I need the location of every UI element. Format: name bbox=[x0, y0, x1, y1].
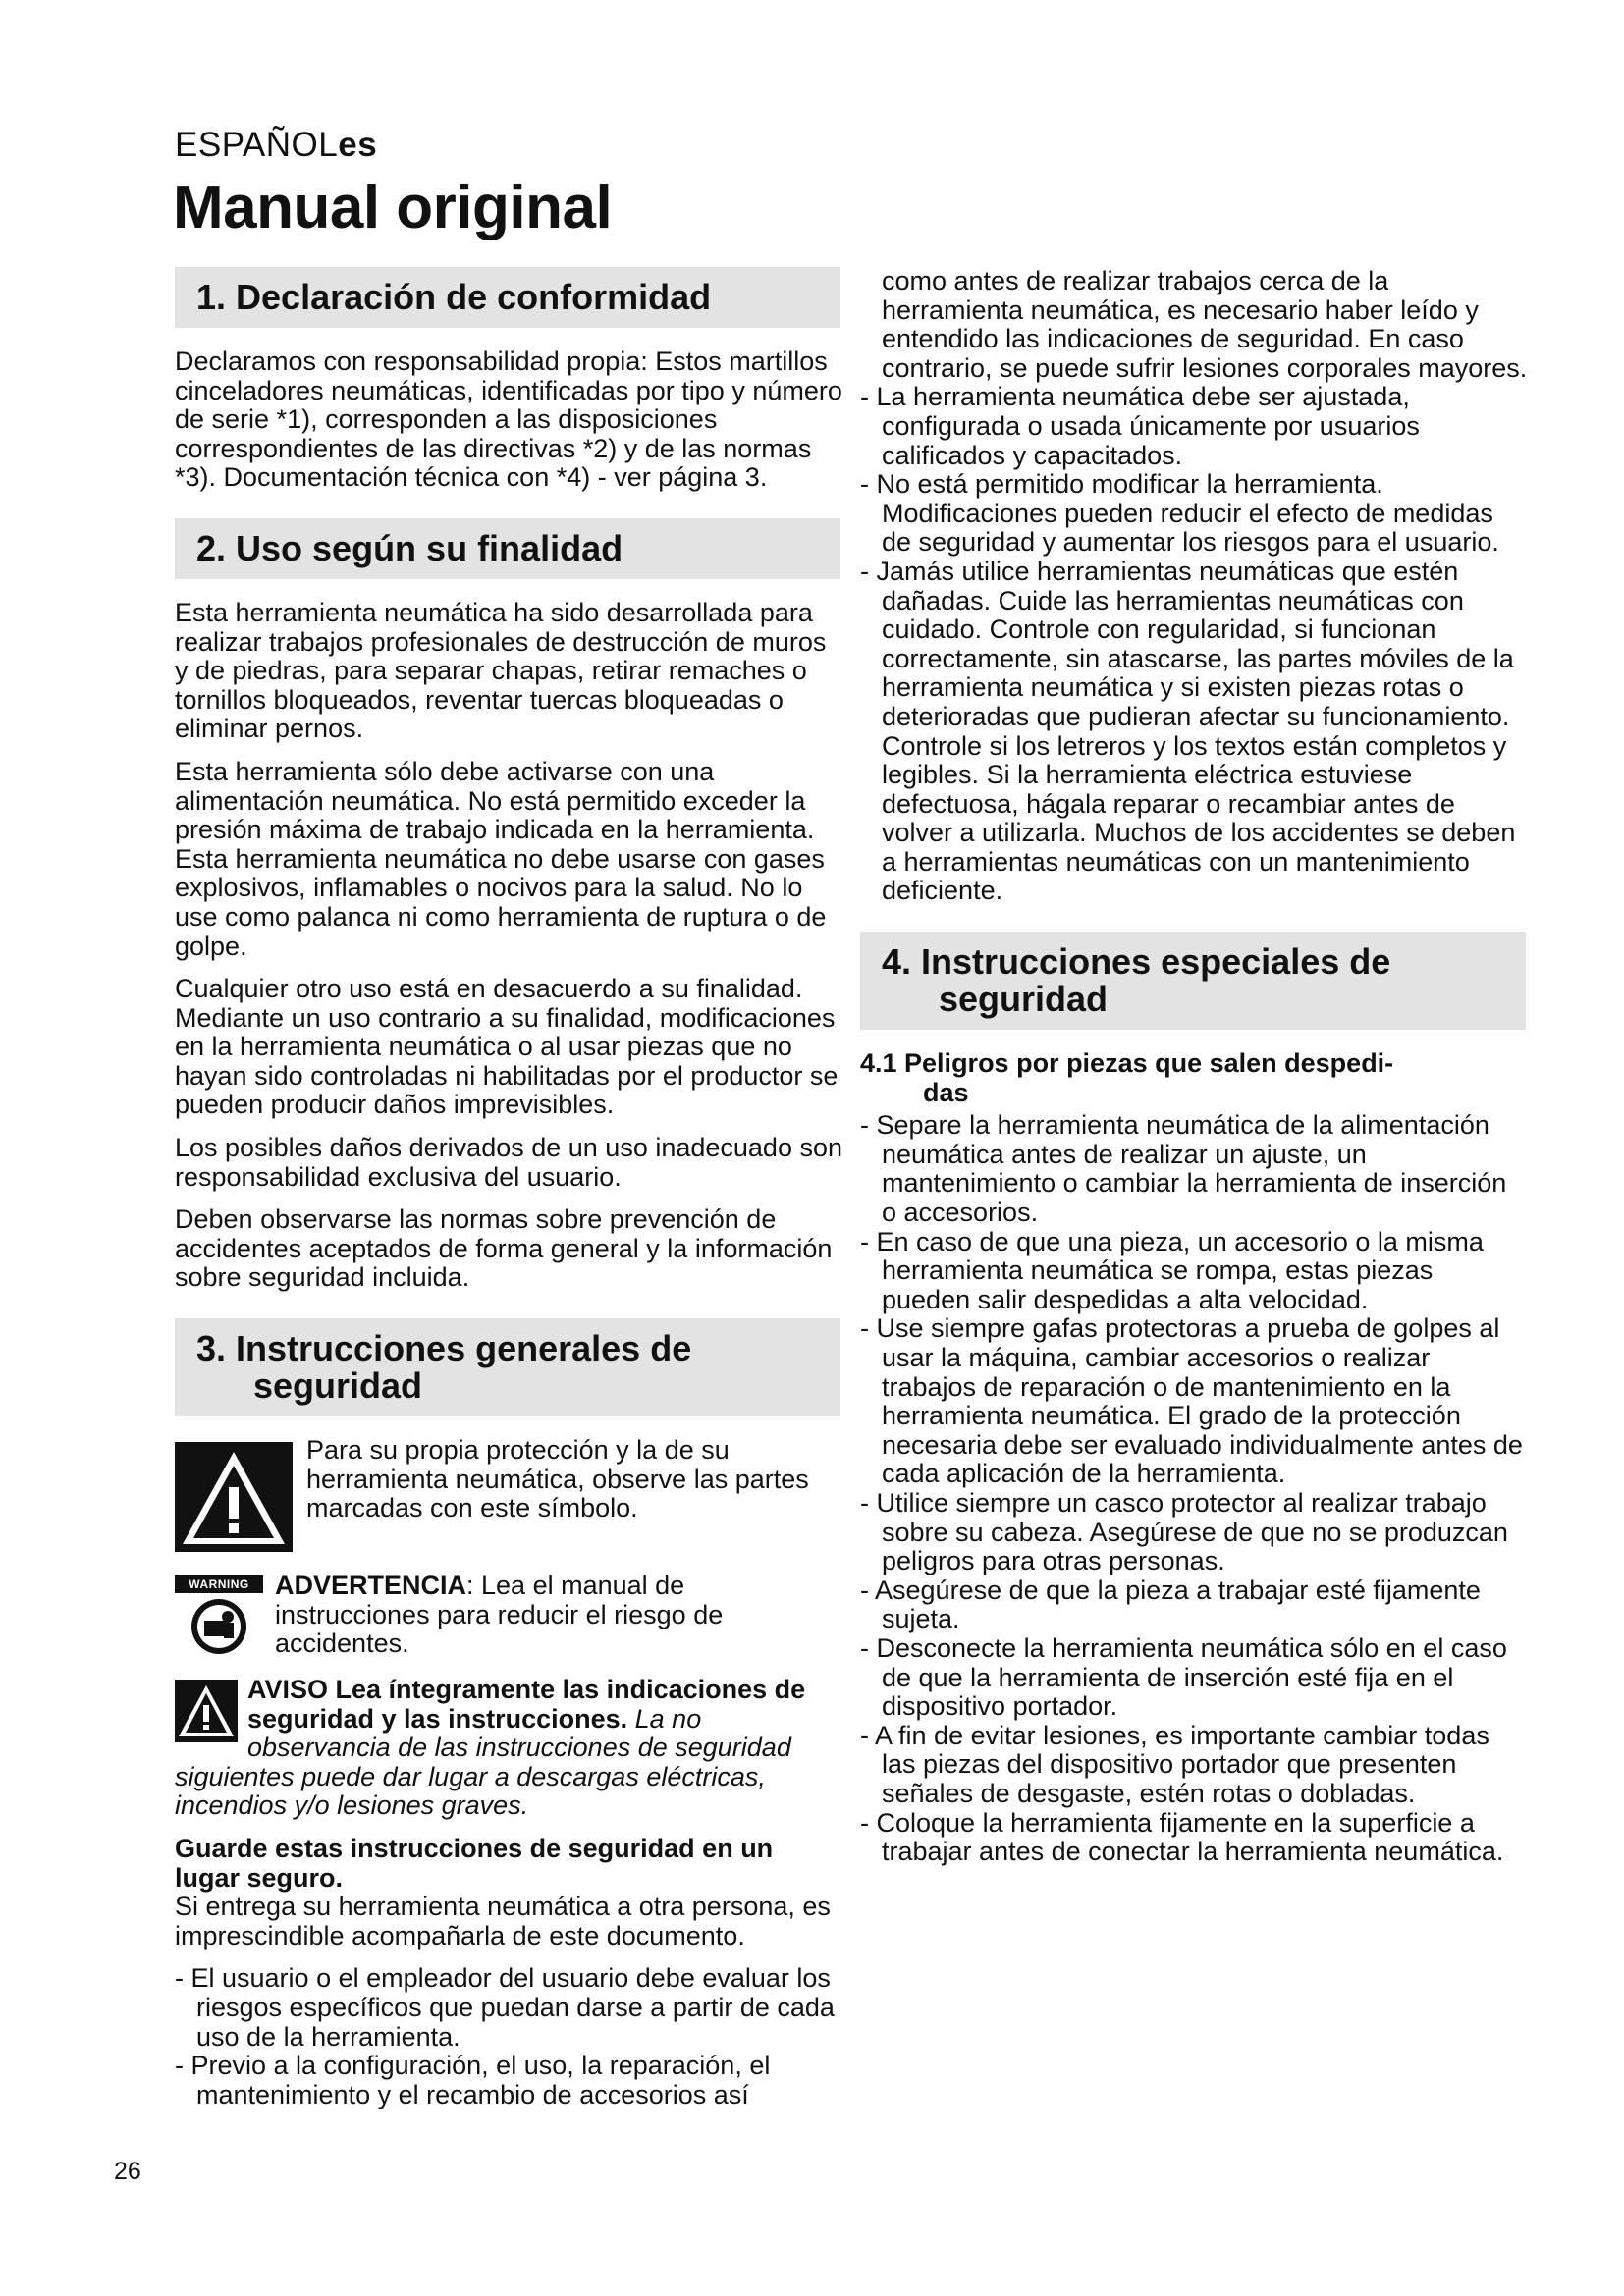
advertencia-text bbox=[275, 1572, 842, 1659]
page-number: 26 bbox=[114, 2158, 141, 2185]
section-2-paragraph-2: Esta herramienta sólo debe activarse con una alimentación neumática. No está permitido exceder la presión máxima de trabajo indicada en la herramienta. Esta herramienta neumática no debe usarse con gases explosivos, inflamables o nocivos para la salud. No lo use como palanca ni como herramienta de ruptura o de golpe. bbox=[175, 756, 827, 961]
list-item: - La herramienta neumática debe ser ajustada, configurada o usada únicamente por usuarios calificados y capacitados. bbox=[860, 383, 1528, 470]
subsection-4-1-heading bbox=[860, 1049, 1528, 1107]
special-safety-list bbox=[860, 1111, 1528, 1866]
list-item: - Coloque la herramienta fijamente en la superficie a trabajar antes de conectar la herramienta neumática. bbox=[860, 1809, 1528, 1867]
list-item: - Separe la herramienta neumática de la alimentación neumática antes de realizar un ajuste, un mantenimiento o cambiar la herramienta de inserción o accesorios. bbox=[860, 1111, 1528, 1227]
section-1-text: Declaramos con responsabilidad propia: Estos martillos cinceladores neumáticas, identificadas por tipo y número de serie *1), corresponden a las disposiciones correspondientes de las directivas *2) y de las normas *3). Documentación técnica con *4) - ver página 3. bbox=[175, 347, 842, 493]
advertencia-label: ADVERTENCIA bbox=[275, 1571, 467, 1601]
section-1-heading: 1. Declaración de conformidad bbox=[175, 267, 840, 328]
section-3-heading-line-2: seguridad bbox=[253, 1365, 423, 1407]
aviso-bold-text: AVISO Lea íntegramente las indicaciones de seguridad y las instrucciones. bbox=[247, 1675, 806, 1734]
guarde-text: Si entrega su herramienta neumática a otra persona, es imprescindible acompañarla de este documento. bbox=[175, 1892, 831, 1950]
list-item: - Utilice siempre un casco protector al realizar trabajo sobre su cabeza. Asegúrese de que no se produzcan peligros para otras personas. bbox=[860, 1489, 1528, 1576]
warning-triangle-icon bbox=[175, 1442, 293, 1552]
list-item: - Asegúrese de que la pieza a trabajar esté fijamente sujeta. bbox=[860, 1576, 1528, 1634]
list-item: - A fin de evitar lesiones, es importante cambiar todas las piezas del dispositivo portador que presenten señales de desgaste, estén rotas o dobladas. bbox=[860, 1722, 1528, 1809]
section-2-paragraph-1: Esta herramienta neumática ha sido desarrollada para realizar trabajos profesionales de destrucción de muros y de piedras, para separar chapas, retirar remaches o tornillos bloqueados, reventar tuercas bloqueadas o eliminar pernos. bbox=[175, 597, 827, 744]
section-3-heading bbox=[175, 1318, 840, 1416]
section-4-heading-line-2: seguridad bbox=[939, 979, 1109, 1020]
aviso-triangle-icon bbox=[175, 1680, 238, 1742]
section-2-heading: 2. Uso según su finalidad bbox=[175, 518, 840, 579]
section-2-paragraph-3: Cualquier otro uso está en desacuerdo a su finalidad. Mediante un uso contrario a su finalidad, modificaciones en la herramienta neumática o al usar piezas que no hayan sido controladas ni habilitadas por el productor se pueden producir daños imprevisibles. bbox=[175, 974, 839, 1120]
aviso-italic-text: La no observancia de las instrucciones de seguridad siguientes puede dar lugar a descargas eléctricas, incendios y/o lesiones graves. bbox=[175, 1703, 791, 1821]
list-item: - Desconecte la herramienta neumática sólo en el caso de que la herramienta de inserción esté fija en el dispositivo portador. bbox=[860, 1634, 1528, 1722]
left-column bbox=[175, 267, 842, 2109]
advertencia-body: : Lea el manual de instrucciones para reducir el riesgo de accidentes. bbox=[275, 1571, 724, 1659]
language-label bbox=[175, 126, 377, 165]
list-item: - Jamás utilice herramientas neumáticas que estén dañadas. Cuide las herramientas neumáticas con cuidado. Controle con regularidad, si funcionan correctamente, sin atascarse, las partes móviles de la herramienta neumática y si existen piezas rotas o deterioradas que pudieran afectar su funcionamiento. Controle si los letreros y los textos están completos y legibles. Si la herramienta eléctrica estuviese defectuosa, hágala reparar o recambiar antes de volver a utilizarla. Muchos de los accidentes se deben a herramientas neumáticas con un mantenimiento deficiente. bbox=[860, 558, 1528, 906]
section-2-paragraph-4: Los posibles daños derivados de un uso inadecuado son responsabilidad exclusiva del usuario. bbox=[175, 1133, 842, 1192]
safety-symbol-note bbox=[175, 1436, 842, 1552]
list-item: - Use siempre gafas protectoras a prueba de golpes al usar la máquina, cambiar accesorios o realizar trabajos de reparación o de mantenimiento en la herramienta neumática. El grado de la protección necesaria debe ser evaluado individualmente antes de cada aplicación de la herramienta. bbox=[860, 1314, 1528, 1489]
subsection-4-1-line-2: das bbox=[923, 1077, 969, 1107]
page-title: Manual original bbox=[173, 174, 613, 241]
safety-symbol-text: Para su propia protección y la de su herramienta neumática, observe las partes marcadas con este símbolo. bbox=[306, 1435, 809, 1523]
aviso-note bbox=[175, 1676, 842, 1821]
warning-label: WARNING bbox=[175, 1575, 263, 1593]
language-name: ESPAÑOL bbox=[175, 126, 339, 164]
general-safety-list-right bbox=[860, 383, 1528, 906]
section-3-heading-line-1: 3. Instrucciones generales de bbox=[196, 1328, 692, 1369]
list-item: - El usuario o el empleador del usuario debe evaluar los riesgos específicos que puedan darse a partir de cada uso de la herramienta. bbox=[175, 1964, 842, 2052]
language-code: es bbox=[338, 126, 378, 164]
guarde-heading: Guarde estas instrucciones de seguridad en un lugar seguro. bbox=[175, 1834, 774, 1893]
subsection-4-1-line-1: 4.1 Peligros por piezas que salen despedi- bbox=[860, 1048, 1394, 1079]
list-item: - Previo a la configuración, el uso, la reparación, el mantenimiento y el recambio de accesorios así bbox=[175, 2052, 842, 2109]
advertencia-note bbox=[175, 1572, 842, 1660]
section-4-heading-line-1: 4. Instrucciones especiales de bbox=[882, 941, 1391, 983]
list-item: - No está permitido modificar la herramienta. Modificaciones pueden reducir el efecto de medidas de seguridad y aumentar los riesgos para el usuario. bbox=[860, 470, 1528, 558]
read-manual-warning-icon bbox=[175, 1575, 263, 1660]
section-4-heading bbox=[860, 932, 1526, 1030]
list-item: - En caso de que una pieza, un accesorio o la misma herramienta neumática se rompa, estas piezas pueden salir despedidas a alta velocidad. bbox=[860, 1228, 1528, 1315]
general-safety-list-left bbox=[175, 1964, 842, 2109]
right-column bbox=[860, 267, 1528, 1867]
section-2-paragraph-5: Deben observarse las normas sobre prevención de accidentes aceptados de forma general y la información sobre seguridad incluida. bbox=[175, 1204, 833, 1293]
continued-list-item: como antes de realizar trabajos cerca de la herramienta neumática, es necesario haber leído y entendido las indicaciones de seguridad. En caso contrario, se puede sufrir lesiones corporales mayores. bbox=[882, 266, 1528, 383]
